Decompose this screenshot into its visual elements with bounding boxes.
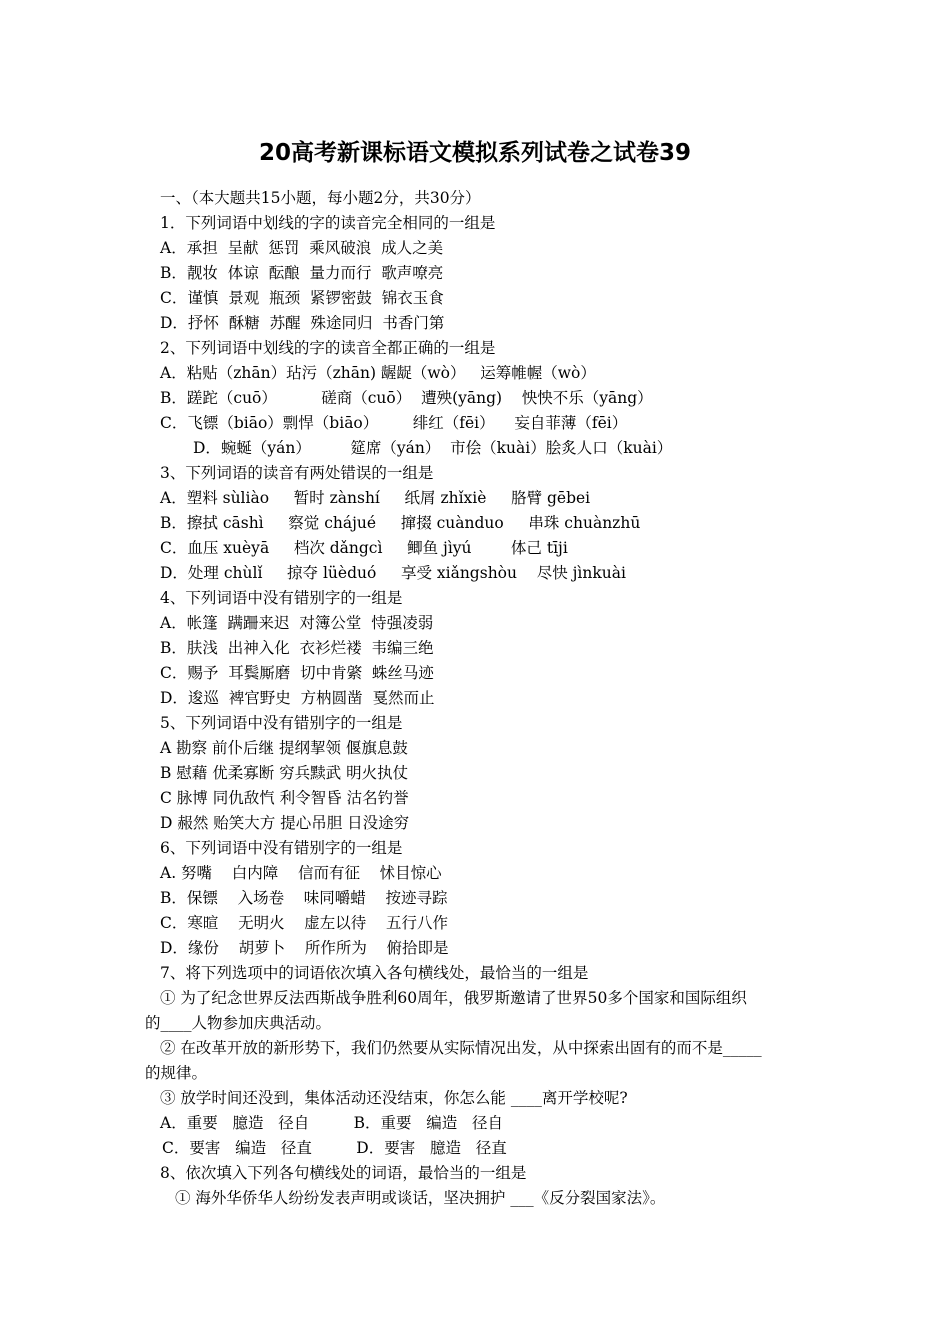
option-line: B．靓妆 体谅 酝酿 量力而行 歌声嘹亮	[160, 264, 444, 282]
option-line: D．抒怀 酥糖 苏醒 殊途同归 书香门第	[160, 314, 445, 332]
option-line: C 脉博 同仇敌忾 利令智昏 沽名钓誉	[160, 789, 409, 807]
option-line: C．寒暄 无明火 虚左以待 五行八作	[160, 914, 448, 932]
option-line: A．承担 呈献 惩罚 乘风破浪 成人之美	[160, 239, 444, 257]
question-text: 1．下列词语中划线的字的读音完全相同的一组是	[160, 214, 496, 232]
sentence-line: ② 在改革开放的新形势下，我们仍然要从实际情况出发，从中探索出固有的而不是_____	[160, 1039, 762, 1057]
option-line: D．缘份 胡萝卜 所作所为 俯拾即是	[160, 939, 449, 957]
option-line: A．帐篷 蹒跚来迟 对簿公堂 恃强凌弱	[160, 614, 434, 632]
option-line: B．擦拭 cāshì 察觉 chájué 撺掇 cuànduo 串珠 chuànzhū	[160, 514, 641, 532]
question-text: 7、将下列选项中的词语依次填入各句横线处，最恰当的一组是	[160, 964, 589, 982]
sentence-line: ③ 放学时间还没到，集体活动还没结束，你怎么能 ____离开学校呢?	[160, 1089, 628, 1107]
option-line: A．重要 臆造 径自 B．重要 编造 径自	[160, 1114, 504, 1132]
question-text: 5、下列词语中没有错别字的一组是	[160, 714, 403, 732]
question-text: 4、下列词语中没有错别字的一组是	[160, 589, 403, 607]
question-text: 3、下列词语的读音有两处错误的一组是	[160, 464, 434, 482]
option-line: C．要害 编造 径直 D．要害 臆造 径直	[162, 1139, 507, 1157]
option-line: B 慰藉 优柔寡断 穷兵黩武 明火执仗	[160, 764, 409, 782]
option-line: A 勘察 前仆后继 提纲挈领 偃旗息鼓	[160, 739, 408, 757]
sentence-line: ① 海外华侨华人纷纷发表声明或谈话，坚决拥护 ___《反分裂国家法》。	[175, 1189, 666, 1207]
option-line: A．塑料 sùliào 暂时 zànshí 纸屑 zhǐxiè 胳臂 gēbei	[160, 489, 591, 507]
option-line: D 赧然 贻笑大方 提心吊胆 日没途穷	[160, 814, 410, 832]
option-line: B．肤浅 出神入化 衣衫烂褛 韦编三绝	[160, 639, 434, 657]
question-text: 6、下列词语中没有错别字的一组是	[160, 839, 403, 857]
option-line: C．飞镖（biāo）剽悍（biāo） 绯红（fēi） 妄自菲薄（fēi）	[160, 414, 628, 432]
option-line: C．赐予 耳鬓厮磨 切中肯綮 蛛丝马迹	[160, 664, 434, 682]
sentence-line: 的规律。	[145, 1064, 208, 1082]
option-line: D．逡巡 裨官野史 方枘圆凿 戛然而止	[160, 689, 435, 707]
option-line: C．谨慎 景观 瓶颈 紧锣密鼓 锦衣玉食	[160, 289, 444, 307]
option-line: D．蜿蜒（yán） 筵席（yán） 市侩（kuài）脍炙人口（kuài）	[193, 439, 673, 457]
page-title: 20高考新课标语文模拟系列试卷之试卷39	[258, 140, 691, 166]
option-line: D．处理 chùlǐ 掠夺 lüèduó 享受 xiǎngshòu 尽快 jìnkuài	[160, 564, 626, 582]
sentence-line: ① 为了纪念世界反法西斯战争胜利60周年，俄罗斯邀请了世界50多个国家和国际组织	[160, 989, 747, 1007]
option-line: C．血压 xuèyā 档次 dǎngcì 鲫鱼 jìyú 体己 tīji	[160, 539, 568, 557]
question-text: 8、依次填入下列各句横线处的词语，最恰当的一组是	[160, 1164, 527, 1182]
option-line: A．粘贴（zhān）玷污（zhān) 龌龊（wò） 运筹帷幄（wò）	[160, 364, 596, 382]
option-line: B．蹉跎（cuō） 磋商（cuō） 遭殃(yāng) 怏怏不乐（yāng）	[160, 389, 653, 407]
question-text: 2、下列词语中划线的字的读音全都正确的一组是	[160, 339, 496, 357]
option-line: B．保镖 入场卷 味同嚼蜡 按迹寻踪	[160, 889, 448, 907]
section-header: 一、（本大题共15小题，每小题2分，共30分）	[160, 189, 481, 207]
sentence-line: 的____人物参加庆典活动。	[145, 1014, 332, 1032]
option-line: A. 努嘴 白内障 信而有征 怵目惊心	[160, 864, 442, 882]
